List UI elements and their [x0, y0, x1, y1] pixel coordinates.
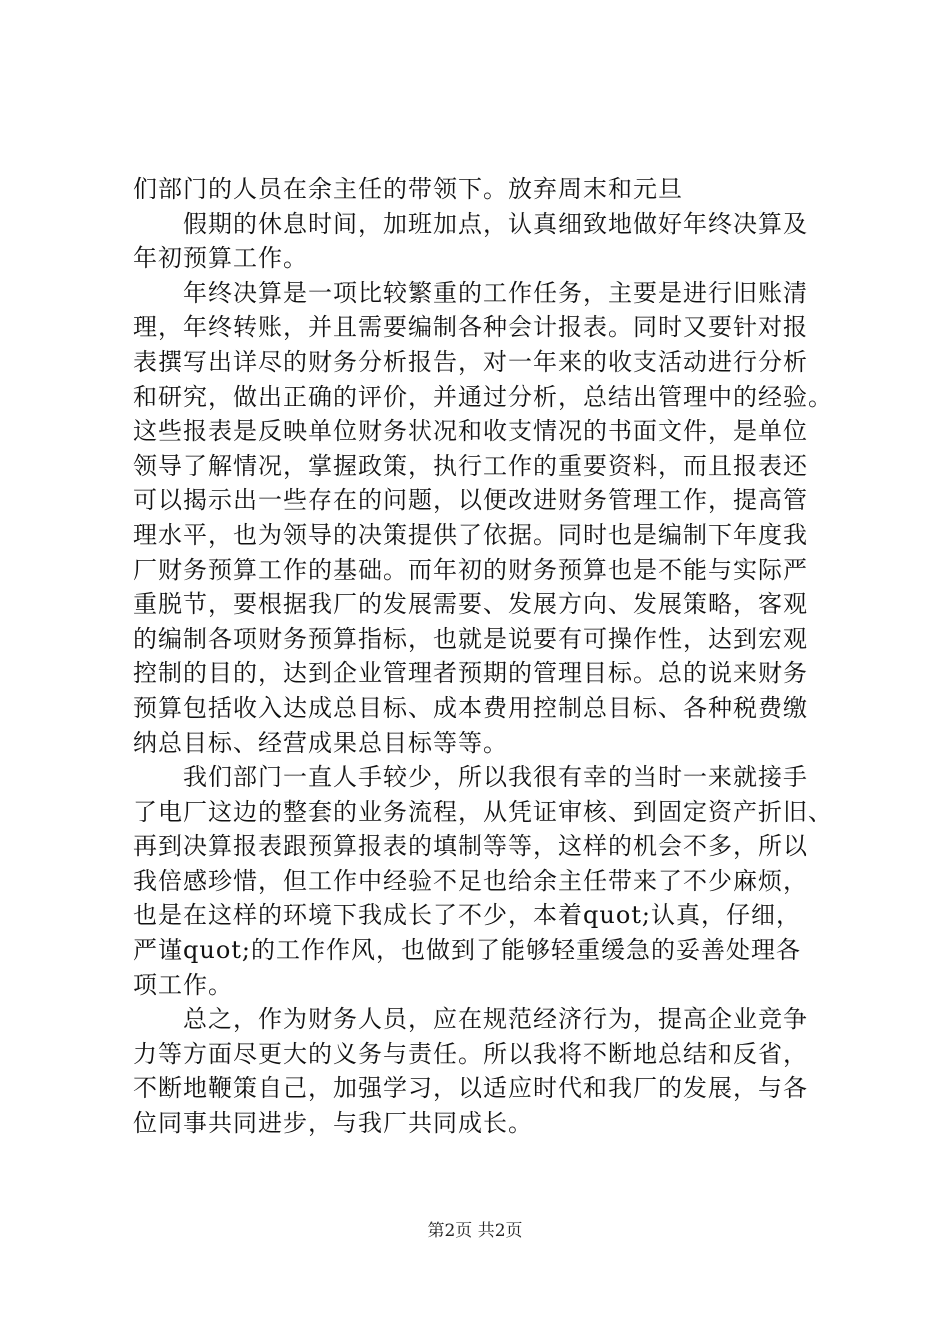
text-line: 纳总目标、经营成果总目标等等。	[133, 728, 508, 757]
text-line: 我倍感珍惜，但工作中经验不足也给余主任带来了不少麻烦，	[133, 866, 808, 895]
text-line: 不断地鞭策自己，加强学习，以适应时代和我厂的发展，与各	[133, 1074, 808, 1103]
text-line: 理，年终转账，并且需要编制各种会计报表。同时又要针对报	[133, 313, 808, 342]
text-line: 年终决算是一项比较繁重的工作任务，主要是进行旧账清	[183, 278, 808, 307]
text-line: 的编制各项财务预算指标，也就是说要有可操作性，达到宏观	[133, 624, 808, 653]
text-line: 厂财务预算工作的基础。而年初的财务预算也是不能与实际严	[133, 555, 808, 584]
text-line: 领导了解情况，掌握政策，执行工作的重要资料，而且报表还	[133, 451, 808, 480]
text-line: 再到决算报表跟预算报表的填制等等，这样的机会不多，所以	[133, 832, 808, 861]
text-line: 控制的目的，达到企业管理者预期的管理目标。总的说来财务	[133, 659, 808, 688]
text-line: 严谨quot;的工作作风，也做到了能够轻重缓急的妥善处理各	[133, 936, 801, 965]
text-line: 我们部门一直人手较少，所以我很有幸的当时一来就接手	[183, 763, 808, 792]
document-body	[133, 172, 833, 1141]
text-line: 理水平，也为领导的决策提供了依据。同时也是编制下年度我	[133, 520, 808, 549]
text-line: 和研究，做出正确的评价，并通过分析，总结出管理中的经验。	[133, 382, 833, 411]
text-line: 可以揭示出一些存在的问题，以便改进财务管理工作，提高管	[133, 486, 808, 515]
text-line: 这些报表是反映单位财务状况和收支情况的书面文件，是单位	[133, 417, 808, 446]
text-line: 们部门的人员在余主任的带领下。放弃周末和元旦	[133, 175, 683, 203]
text-line: 位同事共同进步，与我厂共同成长。	[133, 1109, 533, 1138]
text-line: 也是在这样的环境下我成长了不少，本着quot;认真，仔细，	[133, 901, 801, 930]
text-line: 年初预算工作。	[133, 244, 308, 273]
text-line: 表撰写出详尽的财务分析报告，对一年来的收支活动进行分析	[133, 347, 808, 376]
text-line: 假期的休息时间，加班加点，认真细致地做好年终决算及	[183, 209, 808, 238]
text-line: 项工作。	[133, 970, 233, 999]
text-line: 重脱节，要根据我厂的发展需要、发展方向、发展策略，客观	[133, 590, 808, 619]
text-line: 总之，作为财务人员，应在规范经济行为，提高企业竞争	[183, 1005, 808, 1034]
text-line: 力等方面尽更大的义务与责任。所以我将不断地总结和反省，	[133, 1039, 808, 1068]
text-line: 预算包括收入达成总目标、成本费用控制总目标、各种税费缴	[133, 693, 808, 722]
page-number-footer: 第2页 共2页	[427, 1221, 523, 1241]
text-line: 了电厂这边的整套的业务流程，从凭证审核、到固定资产折旧、	[133, 797, 833, 826]
